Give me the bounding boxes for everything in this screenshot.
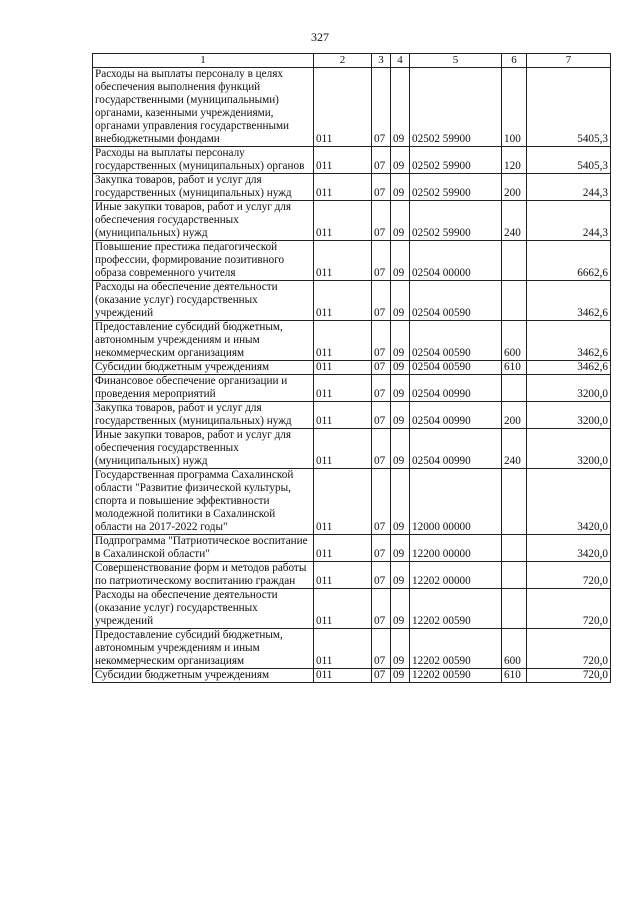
ministry-code-cell: 011 — [314, 469, 372, 535]
ministry-code-cell: 011 — [314, 321, 372, 361]
section-code-cell: 07 — [372, 201, 391, 241]
row-name-cell: Расходы на обеспечение деятельности (оказание услуг) государственных учреждений — [93, 281, 314, 321]
table-row — [93, 241, 611, 281]
target-article-cell: 02504 00990 — [410, 402, 502, 429]
target-article-cell: 12202 00590 — [410, 629, 502, 669]
section-code-cell: 07 — [372, 174, 391, 201]
subsection-code-cell: 09 — [391, 361, 410, 375]
ministry-code-cell: 011 — [314, 375, 372, 402]
target-article-cell: 02504 00590 — [410, 321, 502, 361]
subsection-code-cell: 09 — [391, 429, 410, 469]
header-cell: 7 — [527, 54, 611, 68]
expense-type-cell — [502, 281, 527, 321]
amount-cell: 3420,0 — [527, 535, 611, 562]
subsection-code-cell: 09 — [391, 562, 410, 589]
expense-type-cell: 610 — [502, 669, 527, 683]
subsection-code-cell: 09 — [391, 375, 410, 402]
section-code-cell: 07 — [372, 402, 391, 429]
header-cell: 1 — [93, 54, 314, 68]
expense-type-cell: 610 — [502, 361, 527, 375]
subsection-code-cell: 09 — [391, 174, 410, 201]
amount-cell: 3420,0 — [527, 469, 611, 535]
target-article-cell: 02502 59900 — [410, 68, 502, 147]
row-name-cell: Иные закупки товаров, работ и услуг для обеспечения государственных (муниципальных) нужд — [93, 201, 314, 241]
row-name-cell: Повышение престижа педагогической профессии, формирование позитивного образа современного учителя — [93, 241, 314, 281]
table-row — [93, 535, 611, 562]
row-name-cell: Государственная программа Сахалинской области "Развитие физической культуры, спорта и повышение эффективности молодежной политики в Сахалинской области на 2017-2022 годы" — [93, 469, 314, 535]
section-code-cell: 07 — [372, 241, 391, 281]
expense-type-cell — [502, 535, 527, 562]
section-code-cell: 07 — [372, 375, 391, 402]
expense-type-cell — [502, 375, 527, 402]
row-name-cell: Закупка товаров, работ и услуг для государственных (муниципальных) нужд — [93, 174, 314, 201]
header-cell: 4 — [391, 54, 410, 68]
row-name-cell: Иные закупки товаров, работ и услуг для обеспечения государственных (муниципальных) нужд — [93, 429, 314, 469]
target-article-cell: 02504 00990 — [410, 429, 502, 469]
budget-table — [92, 53, 611, 683]
header-cell: 3 — [372, 54, 391, 68]
amount-cell: 244,3 — [527, 201, 611, 241]
table-row — [93, 469, 611, 535]
row-name-cell: Подпрограмма "Патриотическое воспитание в Сахалинской области" — [93, 535, 314, 562]
subsection-code-cell: 09 — [391, 535, 410, 562]
expense-type-cell — [502, 589, 527, 629]
table-row — [93, 361, 611, 375]
amount-cell: 5405,3 — [527, 68, 611, 147]
subsection-code-cell: 09 — [391, 281, 410, 321]
table-row — [93, 629, 611, 669]
table-row — [93, 402, 611, 429]
section-code-cell: 07 — [372, 68, 391, 147]
target-article-cell: 02504 00990 — [410, 375, 502, 402]
ministry-code-cell: 011 — [314, 589, 372, 629]
ministry-code-cell: 011 — [314, 429, 372, 469]
subsection-code-cell: 09 — [391, 402, 410, 429]
target-article-cell: 02504 00000 — [410, 241, 502, 281]
table-row — [93, 375, 611, 402]
subsection-code-cell: 09 — [391, 469, 410, 535]
section-code-cell: 07 — [372, 321, 391, 361]
ministry-code-cell: 011 — [314, 535, 372, 562]
amount-cell: 720,0 — [527, 562, 611, 589]
row-name-cell: Совершенствование форм и методов работы по патриотическому воспитанию граждан — [93, 562, 314, 589]
header-row — [93, 54, 611, 68]
amount-cell: 3200,0 — [527, 402, 611, 429]
expense-type-cell — [502, 562, 527, 589]
table-row — [93, 589, 611, 629]
subsection-code-cell: 09 — [391, 669, 410, 683]
expense-type-cell: 600 — [502, 321, 527, 361]
amount-cell: 720,0 — [527, 629, 611, 669]
section-code-cell: 07 — [372, 361, 391, 375]
table-row — [93, 562, 611, 589]
amount-cell: 3462,6 — [527, 361, 611, 375]
header-cell: 6 — [502, 54, 527, 68]
target-article-cell: 12202 00590 — [410, 589, 502, 629]
target-article-cell: 02502 59900 — [410, 201, 502, 241]
row-name-cell: Предоставление субсидий бюджетным, автономным учреждениям и иным некоммерческим организациям — [93, 629, 314, 669]
row-name-cell: Закупка товаров, работ и услуг для государственных (муниципальных) нужд — [93, 402, 314, 429]
table-row — [93, 68, 611, 147]
amount-cell: 720,0 — [527, 589, 611, 629]
ministry-code-cell: 011 — [314, 147, 372, 174]
subsection-code-cell: 09 — [391, 68, 410, 147]
section-code-cell: 07 — [372, 535, 391, 562]
target-article-cell: 02504 00590 — [410, 361, 502, 375]
amount-cell: 720,0 — [527, 669, 611, 683]
table-row — [93, 429, 611, 469]
ministry-code-cell: 011 — [314, 68, 372, 147]
expense-type-cell: 100 — [502, 68, 527, 147]
table-row — [93, 147, 611, 174]
row-name-cell: Финансовое обеспечение организации и проведения мероприятий — [93, 375, 314, 402]
table-row — [93, 174, 611, 201]
row-name-cell: Расходы на обеспечение деятельности (оказание услуг) государственных учреждений — [93, 589, 314, 629]
ministry-code-cell: 011 — [314, 201, 372, 241]
ministry-code-cell: 011 — [314, 174, 372, 201]
row-name-cell: Расходы на выплаты персоналу государственных (муниципальных) органов — [93, 147, 314, 174]
expense-type-cell: 240 — [502, 201, 527, 241]
target-article-cell: 12200 00000 — [410, 535, 502, 562]
amount-cell: 244,3 — [527, 174, 611, 201]
expense-type-cell: 200 — [502, 174, 527, 201]
amount-cell: 3462,6 — [527, 321, 611, 361]
section-code-cell: 07 — [372, 629, 391, 669]
subsection-code-cell: 09 — [391, 147, 410, 174]
table-row — [93, 669, 611, 683]
section-code-cell: 07 — [372, 147, 391, 174]
target-article-cell: 02502 59900 — [410, 147, 502, 174]
expense-type-cell: 240 — [502, 429, 527, 469]
amount-cell: 6662,6 — [527, 241, 611, 281]
section-code-cell: 07 — [372, 469, 391, 535]
target-article-cell: 12000 00000 — [410, 469, 502, 535]
target-article-cell: 12202 00000 — [410, 562, 502, 589]
ministry-code-cell: 011 — [314, 241, 372, 281]
amount-cell: 3200,0 — [527, 429, 611, 469]
page-number: 327 — [311, 30, 329, 44]
ministry-code-cell: 011 — [314, 562, 372, 589]
subsection-code-cell: 09 — [391, 201, 410, 241]
section-code-cell: 07 — [372, 589, 391, 629]
table-row — [93, 321, 611, 361]
subsection-code-cell: 09 — [391, 629, 410, 669]
section-code-cell: 07 — [372, 281, 391, 321]
header-cell: 5 — [410, 54, 502, 68]
expense-type-cell — [502, 241, 527, 281]
subsection-code-cell: 09 — [391, 589, 410, 629]
ministry-code-cell: 011 — [314, 629, 372, 669]
target-article-cell: 12202 00590 — [410, 669, 502, 683]
row-name-cell: Субсидии бюджетным учреждениям — [93, 361, 314, 375]
ministry-code-cell: 011 — [314, 361, 372, 375]
amount-cell: 5405,3 — [527, 147, 611, 174]
row-name-cell: Расходы на выплаты персоналу в целях обеспечения выполнения функций государственными (муниципальными) органами, казенными учреждениями, органами управления государственными внебюджетными фондами — [93, 68, 314, 147]
expense-type-cell: 120 — [502, 147, 527, 174]
subsection-code-cell: 09 — [391, 241, 410, 281]
expense-type-cell: 200 — [502, 402, 527, 429]
table-row — [93, 281, 611, 321]
amount-cell: 3200,0 — [527, 375, 611, 402]
ministry-code-cell: 011 — [314, 281, 372, 321]
section-code-cell: 07 — [372, 562, 391, 589]
row-name-cell: Предоставление субсидий бюджетным, автономным учреждениям и иным некоммерческим организациям — [93, 321, 314, 361]
row-name-cell: Субсидии бюджетным учреждениям — [93, 669, 314, 683]
table-row — [93, 201, 611, 241]
expense-type-cell — [502, 469, 527, 535]
target-article-cell: 02504 00590 — [410, 281, 502, 321]
amount-cell: 3462,6 — [527, 281, 611, 321]
ministry-code-cell: 011 — [314, 402, 372, 429]
header-cell: 2 — [314, 54, 372, 68]
ministry-code-cell: 011 — [314, 669, 372, 683]
target-article-cell: 02502 59900 — [410, 174, 502, 201]
expense-type-cell: 600 — [502, 629, 527, 669]
section-code-cell: 07 — [372, 669, 391, 683]
subsection-code-cell: 09 — [391, 321, 410, 361]
section-code-cell: 07 — [372, 429, 391, 469]
